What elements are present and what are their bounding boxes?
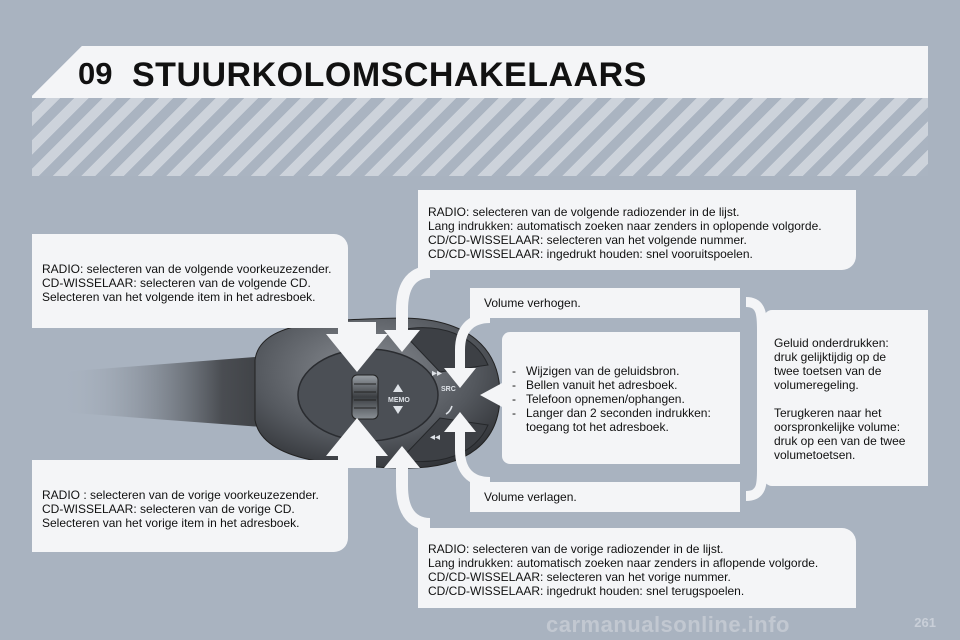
seek-down-line: CD/CD-WISSELAAR: ingedrukt houden: snel terugspoelen. [428,584,745,598]
mute-line: Geluid onderdrukken: [774,336,889,350]
preset-up-line: RADIO: selecteren van de volgende voorkeuzezender. [42,262,332,276]
mute-line: druk gelijktijdig op de [774,350,887,364]
seek-down-line: RADIO: selecteren van de vorige radiozender in de lijst. [428,542,724,556]
page-number: 261 [914,615,936,630]
preset-up-line: Selecteren van het volgende item in het adresboek. [42,290,316,304]
chapter-number: 09 [78,56,113,91]
restore-line: druk op een van de twee [774,434,906,448]
volume-down-label: Volume verlagen. [484,490,577,504]
seek-down-icon: ◂◂ [430,432,441,443]
mute-bracket [746,302,762,496]
volume-up-box [470,288,740,318]
spacer [774,392,918,406]
watermark: carmanualsonline.info [546,612,790,637]
seek-down-box [418,528,856,608]
mute-line: volumeregeling. [774,378,859,392]
seek-up-line: CD/CD-WISSELAAR: selecteren van het volgende nummer. [428,233,747,247]
src-label: SRC [441,386,456,393]
restore-line: volumetoetsen. [774,448,856,462]
volume-down-box [470,482,740,512]
preset-down-line: Selecteren van het vorige item in het adresboek. [42,516,300,530]
seek-up-line: RADIO: selecteren van de volgende radiozender in de lijst. [428,205,740,219]
seek-down-line: CD/CD-WISSELAAR: selecteren van het vorige nummer. [428,570,731,584]
list-item: - Langer dan 2 seconden indrukken: toegang tot het adresboek. [512,406,730,434]
preset-up-box [32,234,348,328]
preset-down-line: RADIO : selecteren van de vorige voorkeuzezender. [42,488,319,502]
restore-line: Terugkeren naar het [774,406,882,420]
src-box [502,332,740,464]
scroll-wheel [352,375,378,419]
memo-label: MEMO [388,397,410,404]
seek-down-connector [402,466,430,524]
seek-up-line: Lang indrukken: automatisch zoeken naar zenders in oplopende volgorde. [428,219,822,233]
preset-up-line: CD-WISSELAAR: selecteren van de volgende CD. [42,276,311,290]
mute-line: twee toetsen van de [774,364,882,378]
volume-up-label: Volume verhogen. [484,296,581,310]
seek-up-icon: ▸▸ [432,368,443,379]
preset-down-line: CD-WISSELAAR: selecteren van de vorige CD. [42,502,295,516]
seek-up-box [418,190,856,270]
preset-down-box [32,460,348,552]
mute-box [764,310,928,486]
seek-down-line: Lang indrukken: automatisch zoeken naar zenders in aflopende volgorde. [428,556,819,570]
list-item: - Telefoon opnemen/ophangen. [512,392,730,406]
restore-line: oorspronkelijke volume: [774,420,901,434]
src-function-list [512,364,730,434]
list-item: - Bellen vanuit het adresboek. [512,378,730,392]
list-item: - Wijzigen van de geluidsbron. [512,364,730,378]
page-title: STUURKOLOMSCHAKELAARS [132,56,647,94]
seek-up-line: CD/CD-WISSELAAR: ingedrukt houden: snel vooruitspoelen. [428,247,753,261]
